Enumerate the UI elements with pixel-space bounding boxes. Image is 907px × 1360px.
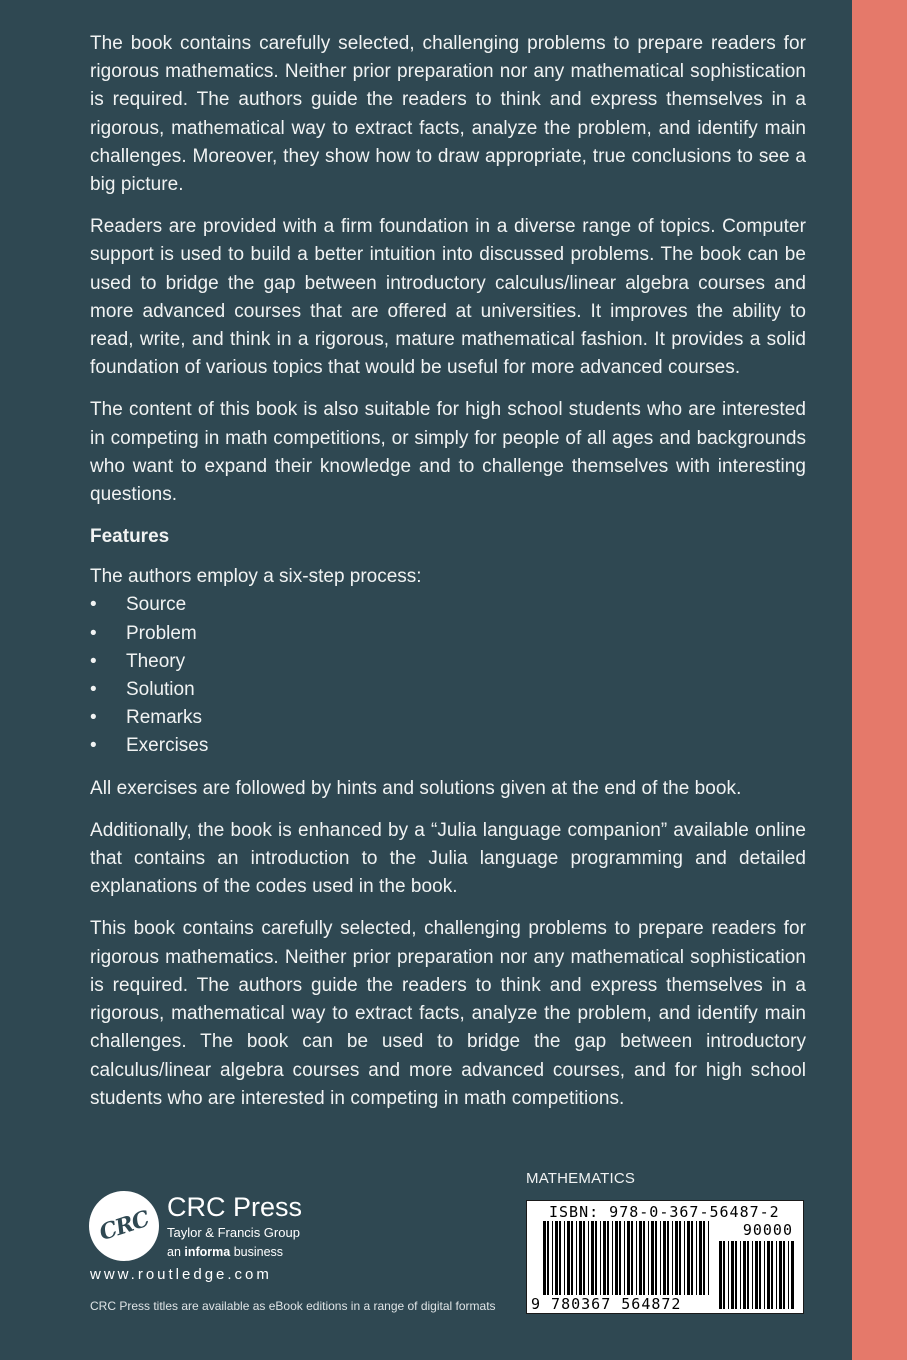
- barcode-bar: [648, 1221, 649, 1295]
- barcode-bar: [543, 1221, 546, 1295]
- publisher-group: Taylor & Francis Group: [167, 1225, 300, 1240]
- bullet-icon: •: [90, 622, 97, 644]
- bullet-icon: •: [90, 679, 97, 701]
- barcode-bar: [696, 1221, 697, 1295]
- barcode-bar: [735, 1241, 737, 1309]
- barcode-bar: [555, 1221, 558, 1295]
- description-paragraph-3: The content of this book is also suitable for high school students who are interested in competing in math competitions, or simply for people of all ages and backgrounds who want to expand their knowledge and to challenge themselves with interesting questions.: [90, 399, 806, 506]
- barcode-bar: [747, 1241, 749, 1309]
- barcode-bar: [679, 1221, 681, 1295]
- barcode-bar: [743, 1241, 746, 1309]
- barcode-bar: [595, 1221, 597, 1295]
- barcode-bar: [559, 1221, 561, 1295]
- barcode-bar: [660, 1221, 661, 1295]
- barcode-bar: [579, 1221, 582, 1295]
- barcode-bar: [564, 1221, 565, 1295]
- barcode-bar: [663, 1221, 666, 1295]
- back-cover-text: [90, 30, 806, 1127]
- bullet-icon: •: [90, 650, 97, 672]
- barcode-bar: [684, 1221, 685, 1295]
- price-code: 90000: [742, 1221, 793, 1239]
- barcode-bar: [667, 1221, 669, 1295]
- barcode-bar: [655, 1221, 657, 1295]
- isbn-barcode: [526, 1200, 804, 1314]
- description-paragraph-1: The book contains carefully selected, challenging problems to prepare readers for rigorous mathematics. Neither prior preparation nor any mathematical sophistication is required. The authors guide the readers to think and express themselves in a rigorous, mathematical way to extract facts, analyze the problem, and identify main challenges. Moreover, they show how to draw appropriate, true conclusions to see a big picture.: [90, 33, 806, 196]
- barcode-bar: [740, 1241, 741, 1309]
- barcode-bar: [636, 1221, 637, 1295]
- barcode-bar: [583, 1221, 585, 1295]
- barcode-bar: [731, 1241, 734, 1309]
- barcode-bar: [624, 1221, 625, 1295]
- barcode-bar: [567, 1221, 570, 1295]
- barcode-bar: [755, 1241, 758, 1309]
- bullet-icon: •: [90, 594, 97, 616]
- crc-logo-text: CRC: [96, 1205, 152, 1247]
- publisher-name: CRC Press: [167, 1192, 303, 1222]
- barcode-bars: [543, 1221, 711, 1295]
- barcode-bar: [547, 1221, 549, 1295]
- barcode-bar: [728, 1241, 729, 1309]
- summary-paragraph: This book contains carefully selected, challenging problems to prepare readers for rigorous mathematics. Neither prior preparation nor any mathematical sophistication is required. The authors guide the readers to think and express themselves in a rigorous, mathematical way to extract facts, analyze the problem, and identify main challenges. The book can be used to bridge the gap between introductory calculus/linear algebra courses and more advanced courses, and for high school students who are interested in competing in math competitions.: [90, 918, 806, 1109]
- bullet-icon: •: [90, 707, 97, 729]
- barcode-bar: [723, 1241, 725, 1309]
- barcode-bar: [776, 1241, 777, 1309]
- exercises-note: All exercises are followed by hints and solutions given at the end of the book.: [90, 777, 742, 799]
- barcode-bar: [576, 1221, 577, 1295]
- isbn-label: ISBN: 978-0-367-56487-2: [549, 1203, 780, 1221]
- barcode-bar: [591, 1221, 594, 1295]
- barcode-bar: [764, 1241, 765, 1309]
- barcode-bar: [719, 1241, 722, 1309]
- barcode-bar: [767, 1241, 770, 1309]
- barcode-bar: [639, 1221, 642, 1295]
- barcode-bar: [699, 1221, 702, 1295]
- barcode-bar: [588, 1221, 589, 1295]
- barcode-bar: [615, 1221, 618, 1295]
- publisher-website[interactable]: www.routledge.com: [90, 1266, 272, 1283]
- list-item: • Exercises: [90, 732, 806, 760]
- barcode-bar: [612, 1221, 613, 1295]
- barcode-bar: [779, 1241, 782, 1309]
- barcode-bar: [571, 1221, 573, 1295]
- ebook-availability-note: CRC Press titles are available as eBook editions in a range of digital formats: [90, 1299, 496, 1313]
- ean-digits: 9 780367 564872: [531, 1295, 682, 1313]
- list-item: • Source: [90, 591, 806, 619]
- subject-category: MATHEMATICS: [526, 1170, 636, 1187]
- six-step-list: [90, 591, 806, 760]
- barcode-bar: [703, 1221, 705, 1295]
- list-item: • Problem: [90, 620, 806, 648]
- barcode-bar: [603, 1221, 606, 1295]
- barcode-bar: [687, 1221, 690, 1295]
- barcode-bar: [607, 1221, 609, 1295]
- barcode-bar: [627, 1221, 630, 1295]
- barcode-bar: [783, 1241, 785, 1309]
- barcode-bar: [691, 1221, 693, 1295]
- barcode-bar: [552, 1221, 553, 1295]
- list-item: • Solution: [90, 676, 806, 704]
- barcode-bar: [619, 1221, 621, 1295]
- informa-tagline: an informa business: [167, 1245, 284, 1259]
- features-heading: Features: [90, 526, 170, 548]
- barcode-bar: [672, 1221, 673, 1295]
- barcode-bar: [788, 1241, 789, 1309]
- barcode-bar: [759, 1241, 761, 1309]
- crc-logo: [89, 1191, 159, 1261]
- barcode-bar: [771, 1241, 773, 1309]
- steps-intro: The authors employ a six-step process:: [90, 566, 422, 588]
- barcode-bar: [651, 1221, 654, 1295]
- side-color-stripe: [852, 0, 907, 1360]
- addon-barcode-bars: [719, 1241, 795, 1309]
- barcode-bar: [631, 1221, 633, 1295]
- barcode-bar: [752, 1241, 753, 1309]
- list-item: • Theory: [90, 648, 806, 676]
- barcode-bar: [791, 1241, 794, 1309]
- description-paragraph-2: Readers are provided with a firm foundation in a diverse range of topics. Computer support is used to build a better intuition into discussed problems. The book can be used to bridge the gap between introductory calculus/linear algebra courses and more advanced courses that are offered at universities. It improves the ability to read, write, and think in a rigorous, mature mathematical fashion. It provides a solid foundation of various topics that would be useful for more advanced courses.: [90, 216, 806, 379]
- barcode-bar: [600, 1221, 601, 1295]
- julia-companion-paragraph: Additionally, the book is enhanced by a “Julia language companion” available online that contains an introduction to the Julia language programming and detailed explanations of the codes used in the book.: [90, 819, 806, 898]
- barcode-bar: [643, 1221, 645, 1295]
- barcode-bar: [708, 1221, 709, 1295]
- list-item: • Remarks: [90, 704, 806, 732]
- bullet-icon: •: [90, 735, 97, 757]
- barcode-bar: [675, 1221, 678, 1295]
